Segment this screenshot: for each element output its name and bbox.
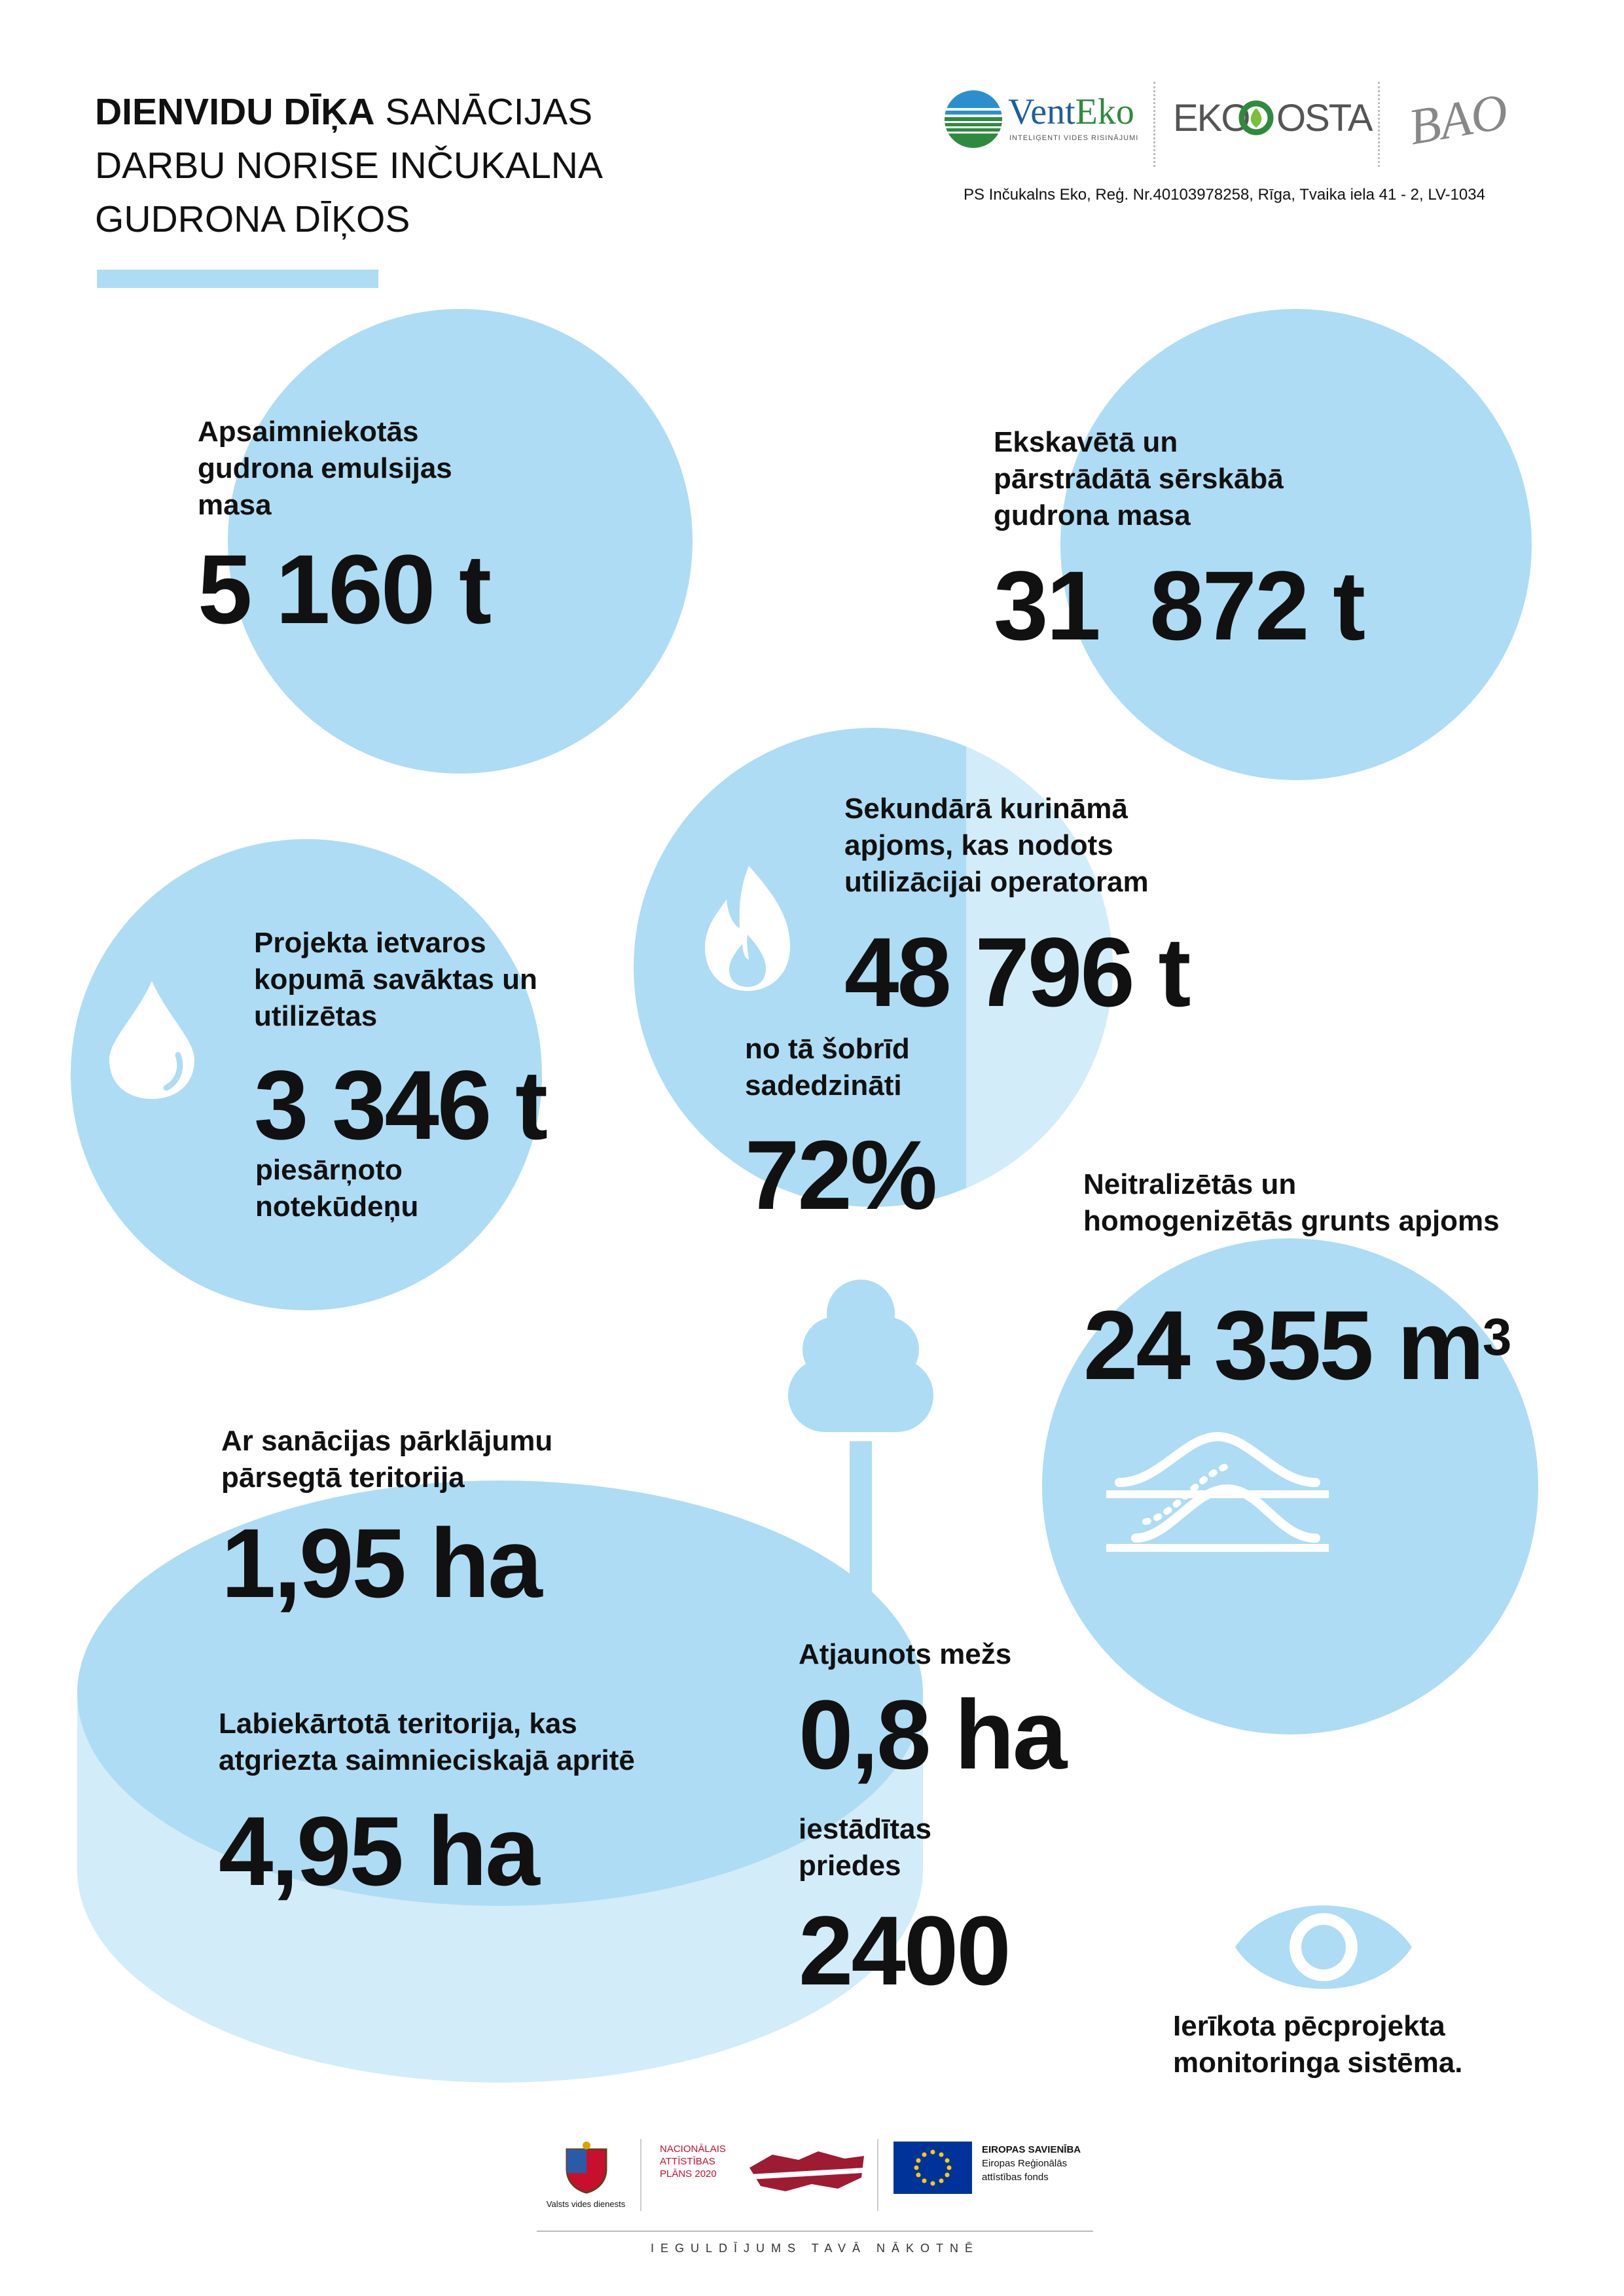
title-line1-bold: DIENVIDU DĪĶA bbox=[95, 91, 375, 133]
collected-label: Projekta ietvaros kopumā savāktas un utilizētas bbox=[254, 927, 537, 1032]
water-drop-icon bbox=[106, 978, 198, 1102]
emulsion-label: Apsaimniekotās gudrona emulsijas masa bbox=[198, 416, 452, 521]
ekoosta-osta-text bbox=[1276, 96, 1372, 140]
soil-unit-superscript: 3 bbox=[1482, 1308, 1510, 1366]
collected-sub: piesārņoto notekūdeņu bbox=[255, 1154, 419, 1223]
eu-flag-icon bbox=[893, 2142, 972, 2194]
ekoosta-eko: EKO bbox=[1173, 97, 1250, 139]
excavated-label: Ekskavētā un pārstrādātā sērskābā gudrona masa bbox=[994, 426, 1284, 531]
soil-label: Neitralizētās un homogenizētās grunts apjoms bbox=[1083, 1168, 1500, 1237]
excavated-circle bbox=[1060, 309, 1532, 780]
sand-pile-icon bbox=[1106, 1417, 1329, 1554]
footer-slogan: IEGULDĪJUMS TAVĀ NĀKOTNĒ bbox=[650, 2242, 980, 2255]
improved-value: 4,95 ha bbox=[219, 1796, 538, 1906]
venteko-tagline: INTELIĢENTI VIDES RISINĀJUMI bbox=[1009, 134, 1139, 142]
eu-line2: Eiropas Reģionālās bbox=[982, 2158, 1068, 2169]
footer-divider-1 bbox=[640, 2139, 641, 2211]
footer-logos bbox=[537, 2134, 1113, 2225]
bao-logo: BAO bbox=[1404, 82, 1512, 156]
title-line1-rest: SANĀCIJAS bbox=[374, 91, 593, 133]
logo-divider bbox=[1153, 82, 1155, 167]
eu-title: EIROPAS SAVIENĪBA bbox=[982, 2144, 1081, 2155]
flame-icon bbox=[702, 863, 793, 994]
ekoosta-osta: OSTA bbox=[1276, 97, 1372, 139]
emulsion-value: 5 160 t bbox=[198, 534, 490, 644]
venteko-vent: Vent bbox=[1008, 92, 1075, 132]
forest-value: 0,8 ha bbox=[799, 1679, 1066, 1789]
title-line2: DARBU NORISE INČUKALNA bbox=[95, 145, 603, 187]
nap-text bbox=[660, 2143, 726, 2180]
forest-label: Atjaunots mežs bbox=[799, 1638, 1012, 1670]
soil-value-number: 24 355 m bbox=[1083, 1290, 1483, 1400]
title-underline bbox=[97, 270, 378, 288]
partner-logos bbox=[943, 82, 1532, 173]
monitoring-label: Ierīkota pēcprojekta monitoringa sistēma. bbox=[1173, 2010, 1463, 2079]
fuel-value: 48 796 t bbox=[844, 917, 1189, 1027]
covered-value: 1,95 ha bbox=[221, 1508, 541, 1618]
footer-divider-2 bbox=[877, 2139, 878, 2211]
collected-value: 3 346 t bbox=[254, 1050, 546, 1160]
eu-line3: attīstības fonds bbox=[982, 2172, 1049, 2183]
title-line3: GUDRONA DĪĶOS bbox=[95, 198, 410, 240]
venteko-logo bbox=[1008, 91, 1134, 133]
footer-rule bbox=[537, 2231, 1093, 2232]
pines-value: 2400 bbox=[799, 1895, 1009, 2005]
nap-line1: NACIONĀLAIS bbox=[660, 2144, 726, 2155]
registration-info: PS Inčukalns Eko, Reģ. Nr.40103978258, Rīga, Tvaika iela 41 - 2, LV-1034 bbox=[964, 186, 1485, 204]
pines-label: iestādītas priedes bbox=[799, 1813, 931, 1882]
logo-divider-2 bbox=[1378, 82, 1380, 167]
fuel-label: Sekundārā kurināmā apjoms, kas nodots utilizācijai operatoram bbox=[844, 793, 1149, 898]
covered-label: Ar sanācijas pārklājumu pārsegtā teritorija bbox=[221, 1425, 553, 1494]
ekoosta-ring-icon bbox=[1238, 100, 1274, 135]
nap-line2: ATTĪSTĪBAS bbox=[660, 2156, 715, 2167]
nap-line3: PLĀNS 2020 bbox=[660, 2168, 717, 2179]
venteko-globe-icon bbox=[943, 88, 1005, 151]
eu-text bbox=[982, 2143, 1081, 2184]
burned-label: no tā šobrīd sadedzināti bbox=[745, 1033, 910, 1102]
soil-value bbox=[1083, 1290, 1510, 1400]
vvd-text: Valsts vides dienests bbox=[546, 2199, 626, 2209]
tree-icon bbox=[784, 1278, 938, 1592]
excavated-value: 31 872 t bbox=[994, 550, 1364, 660]
venteko-eko: Eko bbox=[1075, 92, 1134, 132]
improved-label: Labiekārtotā teritorija, kas atgriezta saimnieciskajā apritē bbox=[219, 1708, 635, 1776]
page-title bbox=[95, 85, 684, 246]
latvia-map-icon bbox=[746, 2148, 867, 2195]
coat-of-arms-icon bbox=[563, 2140, 610, 2194]
burned-value: 72% bbox=[745, 1120, 936, 1230]
eye-icon bbox=[1232, 1885, 1415, 2009]
